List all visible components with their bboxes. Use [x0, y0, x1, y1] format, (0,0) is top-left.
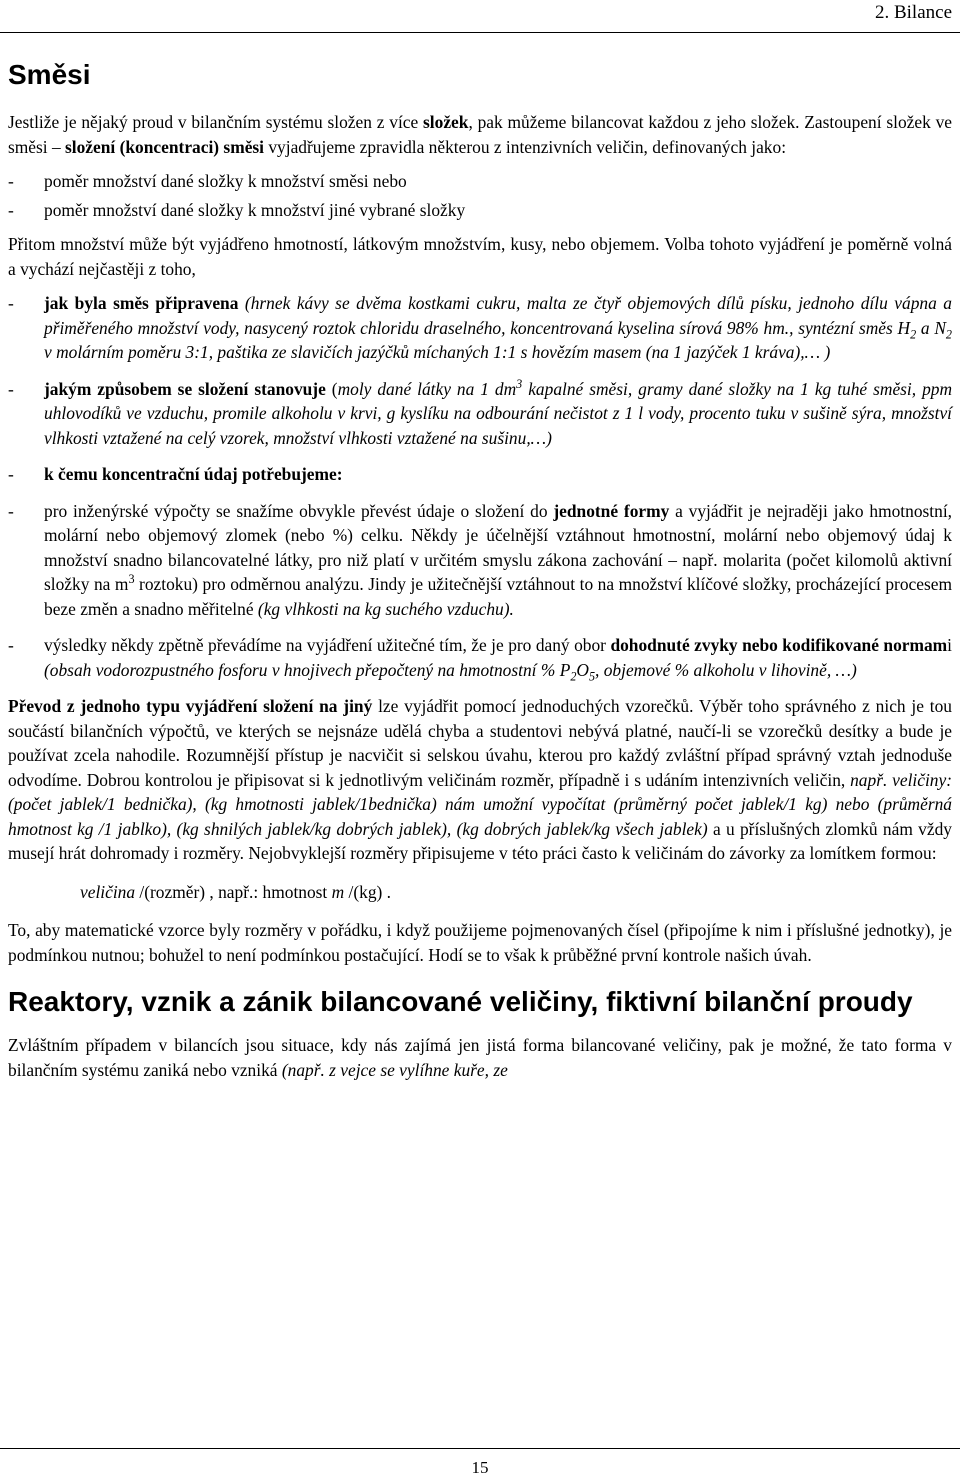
page-number: 15: [471, 1458, 489, 1477]
text-run: Přitom množství může být vyjádřeno hmotností, látkovým množstvím, kusy, nebo objemem. Volba tohoto vyjádření je poměrně volná a vychází nejčastěji z toho,: [8, 234, 952, 279]
text-run: Jestliže je nějaký proud v bilančním systému složen z více: [8, 112, 424, 132]
text-run: k čemu koncentrační údaj potřebujeme:: [44, 464, 343, 484]
chapter-label: 2. Bilance: [874, 2, 952, 23]
list-item: [8, 462, 952, 487]
text-run: složek: [423, 112, 469, 132]
list-item: [8, 198, 952, 223]
text-run: (např. z vejce se vylíhne kuře, ze: [281, 1059, 508, 1080]
paragraph-intro: [8, 110, 952, 159]
text-run: jakým způsobem se složení stanovuje: [44, 378, 326, 399]
text-run: i: [947, 635, 953, 655]
list-item: [8, 633, 952, 682]
definition-list: [8, 169, 952, 222]
list-item: [8, 377, 952, 451]
list-item: [8, 169, 952, 194]
page-content: [8, 58, 952, 1092]
paragraph-conversion: [8, 694, 952, 866]
text-run: výsledky někdy zpětně převádíme na vyjádření užitečné tím, že je pro daný obor: [44, 635, 611, 655]
dimension-formula: [80, 880, 952, 905]
text-run: a vyjádřit je nejraději jako hmotnostní, molární nebo objemový zlomek (nebo %) celku. Někdy je účelnější vztáhnout hmotnostní, molární nebo objemový údaj k množství snadno bilancovatelné látky, pro niž platí v určitém smyslu zákona zachování – např. molarita (počet kilomolů aktivní složky na m: [44, 500, 953, 594]
text-run: , objemové % alkoholu v lihovině, …): [595, 659, 857, 680]
text-run: /(rozměr) , např.: hmotnost: [135, 881, 332, 902]
text-run: (hrnek kávy se dvěma kostkami cukru, malta ze čtyř objemových dílů písku, jednoho dílu vápna a přiměřeného množství vody, nasycený roztok chloridu draselného, koncentrovaná kyselina sírová 98% hm., syntézní směs H: [44, 293, 952, 338]
dash-bullet: -: [8, 635, 14, 655]
text-run: 2: [910, 326, 917, 341]
paragraph-special-cases: [8, 1033, 952, 1082]
text-run: O: [576, 659, 589, 680]
text-run: poměr množství dané složky k množství jiné vybrané složky: [44, 199, 466, 220]
text-run: lze vyjádřit pomocí jednoduchých vzorečků. Výběr toho správného z nich je tou součástí bilančních výpočtů, ve kterých se nejsnáze udělá chyba a studentovi nebývá platné, naučí-li se vzorečků desítky a bude je používat zcela nahodile. Rozumnější přístup je nacvičit si selskou úvahu, kterou pro každý zvláštní případ správný vztah jednoduše odvodíme. Dobrou kontrolou je připisovat si k jednotlivým veličinám rozměr, případně i s udáním intenzivních veličin,: [8, 696, 953, 790]
text-run: jednotné formy: [553, 500, 670, 521]
text-run: moly dané látky na 1 dm: [337, 378, 517, 399]
paragraph-quantity: [8, 232, 952, 281]
dash-bullet: -: [8, 378, 14, 399]
text-run: např. veličiny: (počet jablek/1 bednička), (kg hmotnosti jablek/1bednička) nám umožní vypočítat (průměrný počet jablek/1 kg) nebo (průměrná hmotnost kg /1 jablko), (kg shnilých jablek/kg dobrých jablek), (kg dobrých jablek/kg všech jablek): [8, 769, 952, 839]
list-item: [8, 499, 952, 622]
text-run: m: [331, 881, 345, 902]
list-item: [8, 291, 952, 365]
text-run: 3: [516, 376, 523, 391]
text-run: roztoku) pro odměrnou analýzu. Jindy je užitečnější vztáhnout to na množství klíčové složky, procházející procesem beze změn a snadno měřitelné: [44, 574, 952, 619]
text-run: Zvláštním případem v bilancích jsou situace, kdy nás zajímá jen jistá forma bilancované veličiny, pak je možné, že tato forma v bilančním systému zaniká nebo vzniká: [8, 1035, 952, 1080]
text-run: /(kg) .: [344, 881, 392, 902]
text-run: a u příslušných zlomků nám vždy musejí hrát dohromady i rozměry. Nejobvyklejší rozměry připisujeme v této práci často k veličinám do závorky za lomítkem formou:: [8, 818, 952, 863]
section-title-smesi: Směsi: [8, 59, 91, 90]
text-run: pro inženýrské výpočty se snažíme obvykle převést údaje o složení do: [44, 500, 554, 521]
text-run: vyjadřujeme zpravidla některou z intenzivních veličin, definovaných jako:: [264, 136, 787, 157]
text-run: 2: [570, 668, 577, 683]
text-run: 2: [945, 326, 952, 341]
criteria-list: [8, 291, 952, 487]
header-rule: [0, 32, 960, 33]
text-run: 5: [588, 668, 596, 683]
text-run: (kg vlhkosti na kg suchého vzduchu).: [257, 598, 514, 619]
text-run: složení (koncentraci) směsi: [65, 136, 265, 157]
paragraph-dimensions: [8, 918, 952, 967]
dash-bullet: -: [8, 171, 14, 191]
text-run: kapalné směsi, gramy dané složky na 1 kg tuhé směsi, ppm uhlovodíků ve vzduchu, promile alkoholu v krvi, g kyslíku na odbourání nečistot z 1 l vody, procento tuku v sušině sýra, množství vlhkosti vztažené na celý vzorek, množství vlhkosti vztažené na sušinu,…): [44, 378, 953, 448]
dash-bullet: -: [8, 464, 14, 484]
footer-rule: [0, 1448, 960, 1449]
text-run: a N: [916, 317, 946, 338]
dash-bullet: -: [8, 500, 14, 521]
text-run: 3: [128, 572, 135, 587]
text-run: jak byla směs připravena: [44, 293, 239, 313]
dash-bullet: -: [8, 199, 14, 220]
text-run: (: [325, 378, 338, 399]
text-run: veličina: [80, 881, 136, 902]
text-run: Převod z jednoho typu vyjádření složení na jiný: [8, 696, 373, 716]
usage-list: [8, 499, 952, 683]
text-run: v molárním poměru 3:1, paštika ze slavičích jazýčků míchaných 1:1 s hovězím masem (na 1 jazýček 1 kráva),… ): [44, 342, 831, 362]
dash-bullet: -: [8, 293, 14, 313]
text-run: To, aby matematické vzorce byly rozměry v pořádku, i když použijeme pojmenovaných čísel (připojíme k nim i příslušné jednotky), je podmínkou nutnou; bohužel to není podmínkou postačující. Hodí se to však k průběžné první kontrole našich úvah.: [8, 920, 952, 965]
page-header: [0, 0, 960, 32]
text-run: poměr množství dané složky k množství směsi nebo: [44, 171, 407, 191]
text-run: (obsah vodorozpustného fosforu v hnojivech přepočtený na hmotnostní % P: [44, 659, 571, 680]
section-title-reaktory: Reaktory, vznik a zánik bilancované veličiny, fiktivní bilanční proudy: [8, 986, 913, 1017]
text-run: dohodnuté zvyky nebo kodifikované normam: [610, 635, 948, 655]
text-run: , pak můžeme bilancovat každou z jeho složek. Zastoupení složek ve směsi –: [8, 112, 953, 157]
